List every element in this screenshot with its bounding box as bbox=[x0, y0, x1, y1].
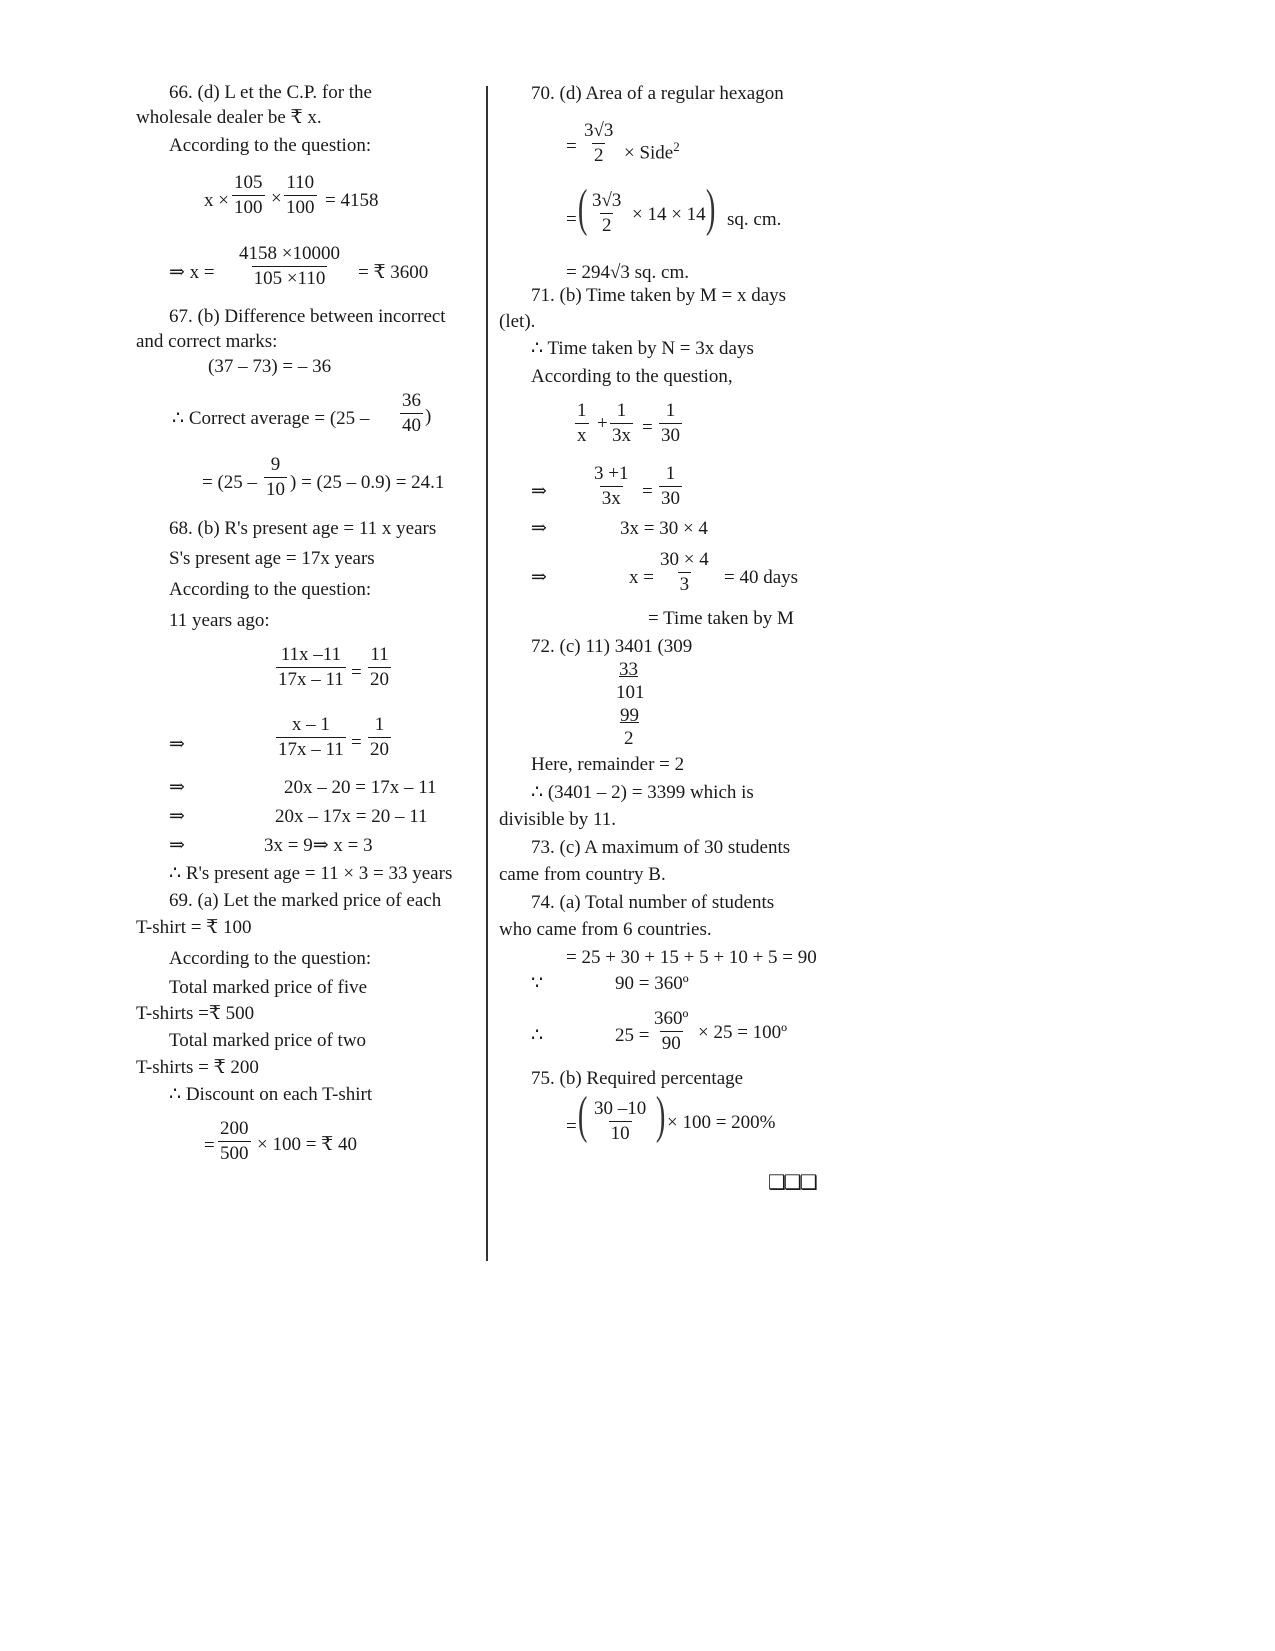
q71-eq2-rhs-num: 1 bbox=[665, 463, 676, 484]
left-column bbox=[136, 82, 482, 1262]
q73-line-1: 73. (c) A maximum of 30 students bbox=[531, 837, 791, 858]
q71-eq1-frac1-num: 1 bbox=[577, 400, 587, 421]
q66-eq2-post: = ₹ 3600 bbox=[358, 262, 429, 283]
q70-eq3: = 294√3 sq. cm. bbox=[566, 262, 689, 283]
q68-line-2: S's present age = 17x years bbox=[169, 548, 375, 569]
q67-eq2-frac bbox=[264, 454, 287, 501]
q68-line-3: According to the question: bbox=[169, 579, 372, 600]
q66-eq1-frac1 bbox=[232, 172, 265, 219]
q71-eq2-arrow: ⇒ bbox=[531, 481, 547, 502]
q72-div-step-1: 33 bbox=[619, 659, 638, 680]
q73-line-2: came from country B. bbox=[499, 864, 666, 885]
q66-line-2: wholesale dealer be ₹ x. bbox=[136, 107, 322, 128]
q68-eq4-arrow: ⇒ bbox=[169, 806, 185, 827]
q68-eq2-rhs-num: 1 bbox=[374, 714, 385, 735]
q66-eq1-frac1-den: 100 bbox=[234, 197, 263, 218]
q68-line-5: ∴ R's present age = 11 × 3 = 33 years bbox=[169, 863, 453, 884]
q68-eq2-rhs-den: 20 bbox=[370, 739, 389, 760]
q66-eq1-post: = 4158 bbox=[325, 190, 379, 211]
q68-line-1: 68. (b) R's present age = 11 x years bbox=[169, 518, 437, 539]
q68-line-4: 11 years ago: bbox=[169, 610, 270, 631]
q66-eq1-frac2-den: 100 bbox=[286, 197, 315, 218]
q75-eq1-lparen: ( bbox=[577, 1087, 588, 1144]
q71-eq4-frac-den: 3 bbox=[679, 574, 690, 595]
q72-div-step-4: 2 bbox=[624, 728, 634, 749]
q71-eq4-post: = 40 days bbox=[724, 567, 799, 588]
q69-line-1: 69. (a) Let the marked price of each bbox=[169, 890, 442, 911]
q71-eq1-frac2 bbox=[610, 400, 633, 447]
q71-eq4-pre: x = bbox=[629, 567, 654, 588]
q66-eq2-frac-num: 4158 ×10000 bbox=[239, 243, 340, 264]
q68-eq4: 20x – 17x = 20 – 11 bbox=[275, 806, 428, 827]
q75-eq1-frac-den: 10 bbox=[610, 1123, 630, 1144]
q71-eq1-frac3-den: 30 bbox=[661, 425, 680, 446]
q67-eq1-frac-den: 40 bbox=[402, 415, 421, 436]
q70-eq2-frac bbox=[590, 190, 623, 237]
q69-line-4: Total marked price of five bbox=[169, 977, 368, 998]
q67-eq2-post: ) = (25 – 0.9) = 24.1 bbox=[290, 472, 445, 493]
q71-line-1: 71. (b) Time taken by M = x days bbox=[531, 285, 787, 306]
q75-eq1-post: × 100 = 200% bbox=[667, 1112, 776, 1133]
q68-eq1-rhs-den: 20 bbox=[370, 669, 389, 690]
q74-eq3-frac-num: 360º bbox=[654, 1008, 689, 1029]
q69-line-6: Total marked price of two bbox=[169, 1030, 367, 1051]
q72-line-1: 72. (c) 11) 3401 (309 bbox=[531, 636, 693, 657]
q67-eq1-post: ) bbox=[425, 406, 432, 427]
q70-eq1-sup: 2 bbox=[673, 139, 680, 154]
q71-eq2-rhs bbox=[659, 463, 682, 510]
q71-eq2-frac-den: 3x bbox=[601, 488, 621, 509]
q70-eq1-post bbox=[624, 136, 680, 164]
q75-eq1-pre: = bbox=[566, 1116, 577, 1137]
q69-line-3: According to the question: bbox=[169, 948, 372, 969]
q66-eq2-frac bbox=[237, 243, 342, 290]
q72-div-step-2: 101 bbox=[616, 682, 645, 703]
q69-eq1-frac-den: 500 bbox=[220, 1143, 249, 1164]
right-column bbox=[499, 82, 862, 1262]
q74-eq3-therefore: ∴ bbox=[531, 1025, 544, 1046]
q70-eq1-frac bbox=[582, 120, 615, 167]
q70-eq2-rparen: ) bbox=[705, 180, 716, 237]
q74-line-1: 74. (a) Total number of students bbox=[531, 892, 775, 913]
q71-line-4: According to the question, bbox=[531, 366, 733, 387]
q68-eq2-eq: = bbox=[351, 732, 362, 753]
q67-eq2-frac-num: 9 bbox=[270, 454, 281, 475]
q71-line-5: = Time taken by M bbox=[648, 608, 794, 629]
q67-eq2-pre: = (25 – bbox=[202, 472, 258, 493]
end-of-section-mark: ❑❑❑ bbox=[768, 1172, 816, 1194]
q66-eq1-frac1-num: 105 bbox=[234, 172, 263, 193]
q72-line-2: Here, remainder = 2 bbox=[531, 754, 685, 775]
q75-line-1: 75. (b) Required percentage bbox=[531, 1068, 744, 1089]
q68-eq5: 3x = 9⇒ x = 3 bbox=[264, 835, 373, 856]
q75-eq1-frac bbox=[592, 1098, 648, 1145]
q70-eq1-pre: = bbox=[566, 136, 577, 157]
q67-line-1: 67. (b) Difference between incorrect bbox=[169, 306, 446, 327]
q70-line-1: 70. (d) Area of a regular hexagon bbox=[531, 83, 784, 104]
q71-eq3: 3x = 30 × 4 bbox=[620, 518, 708, 539]
q71-line-3: ∴ Time taken by N = 3x days bbox=[531, 338, 754, 359]
q70-eq2-frac-num: 3√3 bbox=[592, 190, 622, 211]
q71-eq1-frac3-num: 1 bbox=[665, 400, 676, 421]
q67-line-3: (37 – 73) = – 36 bbox=[208, 356, 332, 377]
q74-eq3-pre: 25 = bbox=[615, 1025, 650, 1046]
q68-eq2-rhs bbox=[368, 714, 391, 761]
q71-eq2-rhs-den: 30 bbox=[661, 488, 680, 509]
q74-eq2: 90 = 360º bbox=[615, 973, 689, 994]
q66-line-1: 66. (d) L et the C.P. for the bbox=[169, 82, 372, 103]
q74-eq3-frac-den: 90 bbox=[661, 1033, 681, 1054]
q69-line-5: T-shirts =₹ 500 bbox=[136, 1003, 255, 1024]
q71-eq1-plus: + bbox=[597, 413, 608, 434]
q66-eq2-pre: ⇒ x = bbox=[169, 262, 215, 283]
q71-eq4-frac-num: 30 × 4 bbox=[660, 549, 709, 570]
q71-eq1-frac3 bbox=[659, 400, 682, 447]
q71-eq1-frac2-num: 1 bbox=[616, 400, 627, 421]
q68-eq2-frac bbox=[276, 714, 346, 761]
q68-eq1-frac bbox=[276, 644, 346, 691]
q67-eq1-frac bbox=[400, 390, 423, 437]
q66-line-3: According to the question: bbox=[169, 135, 372, 156]
q74-eq1: = 25 + 30 + 15 + 5 + 10 + 5 = 90 bbox=[566, 947, 817, 968]
q68-eq1-rhs bbox=[368, 644, 391, 691]
q69-line-7: T-shirts = ₹ 200 bbox=[136, 1057, 259, 1078]
q71-eq4-frac bbox=[658, 549, 711, 596]
q70-eq1-side: × Side bbox=[624, 142, 674, 164]
q67-line-2: and correct marks: bbox=[136, 331, 278, 352]
q72-div-step-3: 99 bbox=[620, 705, 639, 726]
q68-eq1-frac-den: 17x – 11 bbox=[278, 669, 344, 690]
q70-eq2-post: sq. cm. bbox=[727, 209, 782, 230]
q68-eq2-frac-den: 17x – 11 bbox=[278, 739, 344, 760]
q68-eq5-arrow: ⇒ bbox=[169, 835, 185, 856]
q66-eq1-pre: x × bbox=[204, 190, 229, 211]
q74-eq2-because: ∵ bbox=[531, 973, 544, 994]
q69-line-8: ∴ Discount on each T-shirt bbox=[169, 1084, 373, 1105]
q71-eq4-arrow: ⇒ bbox=[531, 567, 547, 588]
q68-eq1-frac-num: 11x –11 bbox=[280, 644, 342, 665]
q68-eq1-rhs-num: 11 bbox=[370, 644, 389, 665]
q75-eq1-rparen: ) bbox=[655, 1087, 666, 1144]
q71-eq1-frac2-den: 3x bbox=[612, 425, 631, 446]
q70-eq2-pre: = bbox=[566, 209, 577, 230]
q71-eq1-frac1 bbox=[575, 400, 589, 447]
q74-eq3-frac bbox=[652, 1008, 690, 1055]
q70-eq2-mid: × 14 × 14 bbox=[632, 204, 706, 225]
q71-eq2-frac-num: 3 +1 bbox=[594, 463, 629, 484]
q66-eq1-frac2 bbox=[284, 172, 317, 219]
q74-eq3-post: × 25 = 100º bbox=[698, 1022, 788, 1043]
q68-eq3: 20x – 20 = 17x – 11 bbox=[284, 777, 437, 798]
q68-eq3-arrow: ⇒ bbox=[169, 777, 185, 798]
q66-eq1-frac2-num: 110 bbox=[286, 172, 315, 193]
q70-eq1-frac-den: 2 bbox=[593, 145, 604, 166]
q69-eq1-post: × 100 = ₹ 40 bbox=[257, 1134, 358, 1155]
q75-eq1-frac-num: 30 –10 bbox=[594, 1098, 647, 1119]
column-divider bbox=[486, 86, 488, 1261]
q69-line-2: T-shirt = ₹ 100 bbox=[136, 917, 252, 938]
q68-eq2-frac-num: x – 1 bbox=[291, 714, 330, 735]
q68-eq2-arrow: ⇒ bbox=[169, 734, 185, 755]
q66-eq1-times: × bbox=[271, 188, 282, 209]
q71-eq1-frac1-den: x bbox=[577, 425, 587, 446]
q69-eq1-pre: = bbox=[204, 1135, 215, 1156]
q69-eq1-frac bbox=[218, 1118, 251, 1165]
q72-line-4: divisible by 11. bbox=[499, 809, 616, 830]
q69-eq1-frac-num: 200 bbox=[220, 1118, 249, 1139]
q66-eq2-frac-den: 105 ×110 bbox=[253, 268, 326, 289]
q70-eq1-frac-num: 3√3 bbox=[584, 120, 614, 141]
q71-eq1-eq: = bbox=[642, 417, 653, 438]
q70-eq2-lparen: ( bbox=[577, 180, 588, 237]
q71-eq3-arrow: ⇒ bbox=[531, 518, 547, 539]
q71-eq2-frac bbox=[592, 463, 630, 510]
q68-eq1-eq: = bbox=[351, 662, 362, 683]
q70-eq2-frac-den: 2 bbox=[601, 215, 612, 236]
q71-eq2-eq: = bbox=[642, 481, 653, 502]
q74-line-2: who came from 6 countries. bbox=[499, 919, 712, 940]
q72-line-3: ∴ (3401 – 2) = 3399 which is bbox=[531, 782, 754, 803]
q67-eq1-frac-num: 36 bbox=[402, 390, 421, 411]
q67-eq1-pre: ∴ Correct average = (25 – bbox=[172, 408, 370, 429]
q67-eq2-frac-den: 10 bbox=[266, 479, 285, 500]
q71-line-2: (let). bbox=[499, 311, 536, 332]
